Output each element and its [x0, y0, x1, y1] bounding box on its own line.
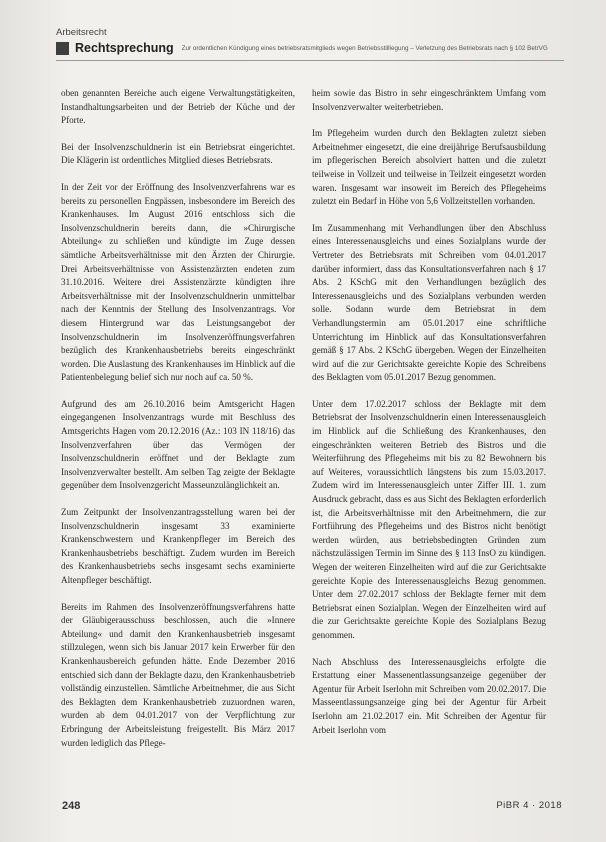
paragraph: heim sowie das Bistro in sehr eingeschränktem Umfang vom Insolvenzverwalter weiterbetrieben. — [312, 88, 546, 112]
paragraph: Unter dem 17.02.2017 schloss der Beklagte mit dem Betriebsrat der Insolvenzschuldnerin einen Interessenausgleich im Hinblick auf die Schließung des Krankenhauses, den eingeschränkten weiteren Betrieb des Bistros und die Weiterführung des Pflegeheims mit bis zu 82 Bewohnern bis auf Weiteres, voraussichtlich längstens bis zum 15.03.2017. Zudem wird im Interessenausgleich unter Ziffer III. 1. zum Ausdruck gebracht, dass es aus Sicht des Beklagten erforderlich ist, die Arbeitsverhältnisse mit den Arbeitnehmern, die zur Fortführung des Pflegeheims und des Bistros nicht benötigt werden würden, aus betriebsbedingten Gründen zum nächstzulässigen Termin im Sinne des § 113 InsO zu kündigen. Wegen der weiteren Einzelheiten wird auf die zur Gerichtsakte gereichte Kopie des Interessenausgleichs Bezug genommen. Unter dem 27.02.2017 schloss der Beklagte ferner mit dem Betriebsrat einen Sozialplan. Wegen der Einzelheiten wird auf die zur Gerichtsakte gereichte Kopie des Sozialplans Bezug genommen. — [312, 398, 546, 640]
right-text-column — [312, 87, 546, 750]
paragraph: Bei der Insolvenzschuldnerin ist ein Betriebsrat eingerichtet. Die Klägerin ist ordentliches Mitglied dieses Betriebsrats. — [61, 141, 295, 166]
paragraph: Bereits im Rahmen des Insolvenzeröffnungsverfahrens hatte der Gläubigerausschuss beschlossen, auch die »Innere Abteilung« und damit den Krankenhausbetrieb insgesamt stillzulegen, wenn sich bis Januar 2017 kein Erwerber für den Krankenhausbereich gefunden hätte. Ende Dezember 2016 entschied sich dann der Beklagte dazu, den Krankenhausbetrieb vollständig einzustellen. Sämtliche Arbeitnehmer, die aus Sicht des Beklagten dem Krankenhausbetrieb zuzuordnen waren, wurden ab dem 04.01.2017 von der Verpflichtung zur Erbringung der Arbeitsleistung freigestellt. Bis März 2017 wurden lediglich das Pflege- — [61, 601, 295, 748]
paragraph: In der Zeit vor der Eröffnung des Insolvenzverfahrens war es bereits zu personellen Engpässen, insbesondere im Bereich des Krankenhauses. Im August 2016 entschloss sich die Insolvenzschuldnerin bereits dann, die »Chirurgische Abteilung« zu schließen und kündigte im Zuge dessen sämtliche Arbeitsverhältnisse mit den Ärzten der Chirurgie. Drei Arbeitsverhältnisse von Assistenzärzten endeten zum 31.10.2016. Weitere drei Assistenzärzte kündigten ihre Arbeitsverhältnisse mit der Insolvenzschuldnerin unmittelbar nach der Kenntnis der Stellung des Insolvenzantrags. Vor diesem Hintergrund war das Leistungsangebot der Insolvenzschuldnerin im Insolvenzeröffnungsverfahren bezüglich des Krankenhausbetriebs bereits eingeschränkt worden. Die Auslastung des Krankenhauses im Hinblick auf die Patientenbelegung belief sich nur noch auf ca. 50 %. — [61, 181, 295, 383]
paragraph: Aufgrund des am 26.10.2016 beim Amtsgericht Hagen eingegangenen Insolvenzantrags wurde mit Beschluss des Amtsgerichts Hagen vom 20.12.2016 (Az.: 103 IN 118/16) das Insolvenzverfahren über das Vermögen der Insolvenzschuldnerin eröffnet und der Beklagte zum Insolvenzverwalter bestellt. Am selben Tag zeigte der Beklagte gegenüber dem Insolvenzgericht Masseunzulänglichkeit an. — [61, 398, 295, 491]
article-running-title: Zur ordentlichen Kündigung eines betriebsratsmitglieds wegen Betriebsstilllegung – Verletzung des Betriebsrats nach § 102 BetrVG — [181, 44, 548, 52]
left-text-column — [61, 87, 295, 763]
paragraph: Nach Abschluss des Interessenausgleichs erfolgte die Erstattung einer Massenentlassungsanzeige gegenüber der Agentur für Arbeit Iserlohn mit Schreiben vom 20.02.2017. Die Masseentlassungsanzeige ging bei der Agentur für Arbeit Iserlohn am 21.02.2017 ein. Mit Schreiben der Agentur für Arbeit Iserlohn vom — [312, 656, 546, 735]
page-number: 248 — [62, 800, 81, 812]
section-header — [56, 40, 564, 56]
paragraph: Im Zusammenhang mit Verhandlungen über den Abschluss eines Interessenausgleichs und eines Sozialplans wurde der Vertreter des Betriebsrats mit Schreiben vom 04.01.2017 darüber informiert, dass das Konsultationsverfahren nach § 17 Abs. 2 KSchG mit den Verhandlungen bezüglich des Interessenausgleichs und des Sozialplans verbunden werden solle. Sodann wurde dem Betriebsrat in dem Verhandlungstermin am 05.01.2017 eine schriftliche Unterrichtung im Hinblick auf das Konsultationsverfahren gemäß § 17 Abs. 2 KSchG übergeben. Wegen der Einzelheiten wird auf die zur Gerichtsakte gereichte Kopie des Schreibens des Beklagten vom 05.01.2017 Bezug genommen. — [312, 222, 546, 383]
header-divider — [56, 60, 564, 61]
paragraph: oben genannten Bereiche auch eigene Verwaltungstätigkeiten, Instandhaltungsarbeiten und der Betrieb der Küche und der Pforte. — [61, 88, 295, 126]
paragraph: Zum Zeitpunkt der Insolvenzantragsstellung waren bei der Insolvenzschuldnerin insgesamt 33 examinierte Krankenschwestern und Krankenpfleger im Bereich des Krankenhausbetriebs beschäftigt. Zudem wurden im Bereich des Krankenhausbetriebs sechs insgesamt sechs examinierte Altenpfleger beschäftigt. — [61, 507, 295, 585]
paragraph: Im Pflegeheim wurden durch den Beklagten zuletzt sieben Arbeitnehmer eingesetzt, die eine dreijährige Berufsausbildung im pflegerischen Bereich absolviert hatten und die zuletzt teilweise in Vollzeit und teilweise in Teilzeit eingesetzt worden waren. Insgesamt war insoweit im Bereich des Pflegeheims zuletzt ein Bedarf in Höhe von 5,6 Vollzeitstellen vorhanden. — [312, 128, 546, 207]
journal-category: Arbeitsrecht — [56, 27, 107, 38]
section-title: Rechtsprechung — [75, 41, 174, 55]
journal-issue: PiBR 4 · 2018 — [496, 800, 562, 811]
section-marker-icon — [56, 42, 69, 55]
